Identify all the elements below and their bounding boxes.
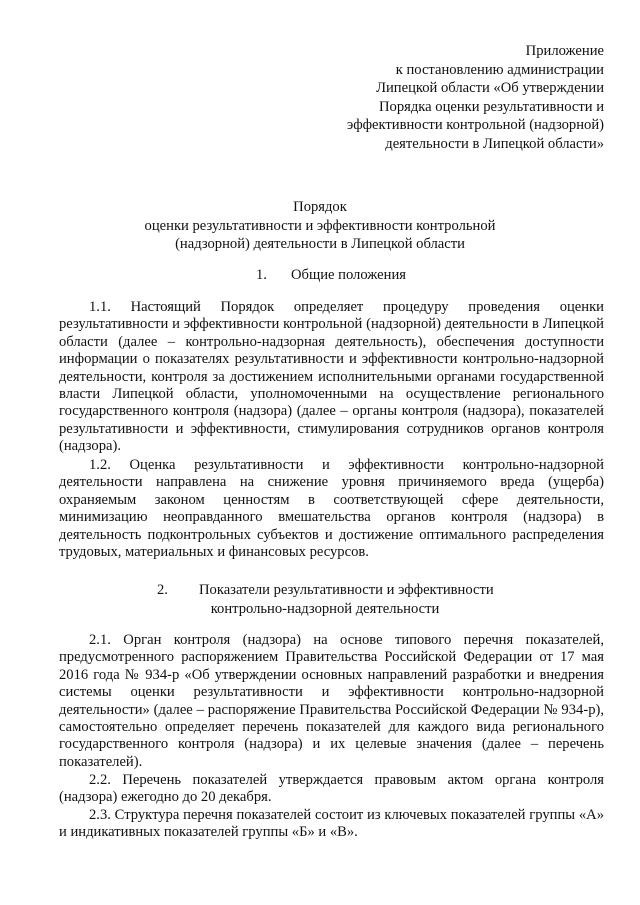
appendix-line: Порядка оценки результативности и <box>379 98 604 115</box>
section-2-heading-line1 <box>157 581 494 600</box>
section-number: 2. <box>157 582 168 598</box>
appendix-line: к постановлению администрации <box>395 61 604 78</box>
appendix-line: Липецкой области «Об утверждении <box>376 80 604 97</box>
paragraph-2-2: 2.2. Перечень показателей утверждается правовым актом органа контроля (надзора) ежегодно до 20 декабря. <box>59 772 604 806</box>
section-title-line1: Показатели результативности и эффективности <box>199 582 494 598</box>
appendix-block <box>347 42 604 154</box>
appendix-line: деятельности в Липецкой области» <box>385 135 604 152</box>
title-line: (надзорной) деятельности в Липецкой области <box>175 236 465 253</box>
paragraph-2-3: 2.3. Структура перечня показателей состоит из ключевых показателей группы «А» и индикативных показателей группы «Б» и «В». <box>59 807 604 841</box>
paragraph-1-2: 1.2. Оценка результативности и эффективности контрольно-надзорной деятельности направлена на снижение уровня причиняемого вреда (ущерба) охраняемым законом ценностям в соответствующей сфере деятельности, минимизацию неоправданного вмешательства органов контроля (надзора) в деятельность подконтрольных субъектов и достижение оптимального распределения трудовых, материальных и финансовых ресурсов. <box>59 457 604 561</box>
appendix-line: эффективности контрольной (надзорной) <box>347 117 604 134</box>
section-title: Общие положения <box>291 267 406 283</box>
title-line: оценки результативности и эффективности контрольной <box>144 217 496 234</box>
title-line: Порядок <box>293 199 347 215</box>
appendix-line: Приложение <box>525 43 604 59</box>
document-title <box>0 198 640 254</box>
section-number: 1. <box>256 267 267 283</box>
paragraph-1-1: 1.1. Настоящий Порядок определяет процедуру проведения оценки результативности и эффективности контрольной (надзорной) деятельности в Липецкой области (далее – контрольно-надзорная деятельность), обеспечения доступности информации о показателях результативности и эффективности контрольно-надзорной деятельности, контроля за достижением исполнительными органами государственной власти Липецкой области, уполномоченными на осуществление регионального государственного контроля (надзора) (далее – органы контроля (надзора), показателей результативности и эффективности, стимулирования сотрудников органов контроля (надзора). <box>59 299 604 455</box>
paragraph-2-1: 2.1. Орган контроля (надзора) на основе типового перечня показателей, предусмотренного распоряжением Правительства Российской Федерации от 17 мая 2016 года № 934-р «Об утверждении основных направлений разработки и внедрения системы оценки результативности и эффективности контрольно-надзорной деятельности» (далее – распоряжение Правительства Российской Федерации № 934-р), самостоятельно определяет перечень показателей для каждого вида регионального государственного контроля (надзора) и их целевые значения (далее – перечень показателей). <box>59 632 604 770</box>
section-title-line2: контрольно-надзорной деятельности <box>210 600 440 617</box>
